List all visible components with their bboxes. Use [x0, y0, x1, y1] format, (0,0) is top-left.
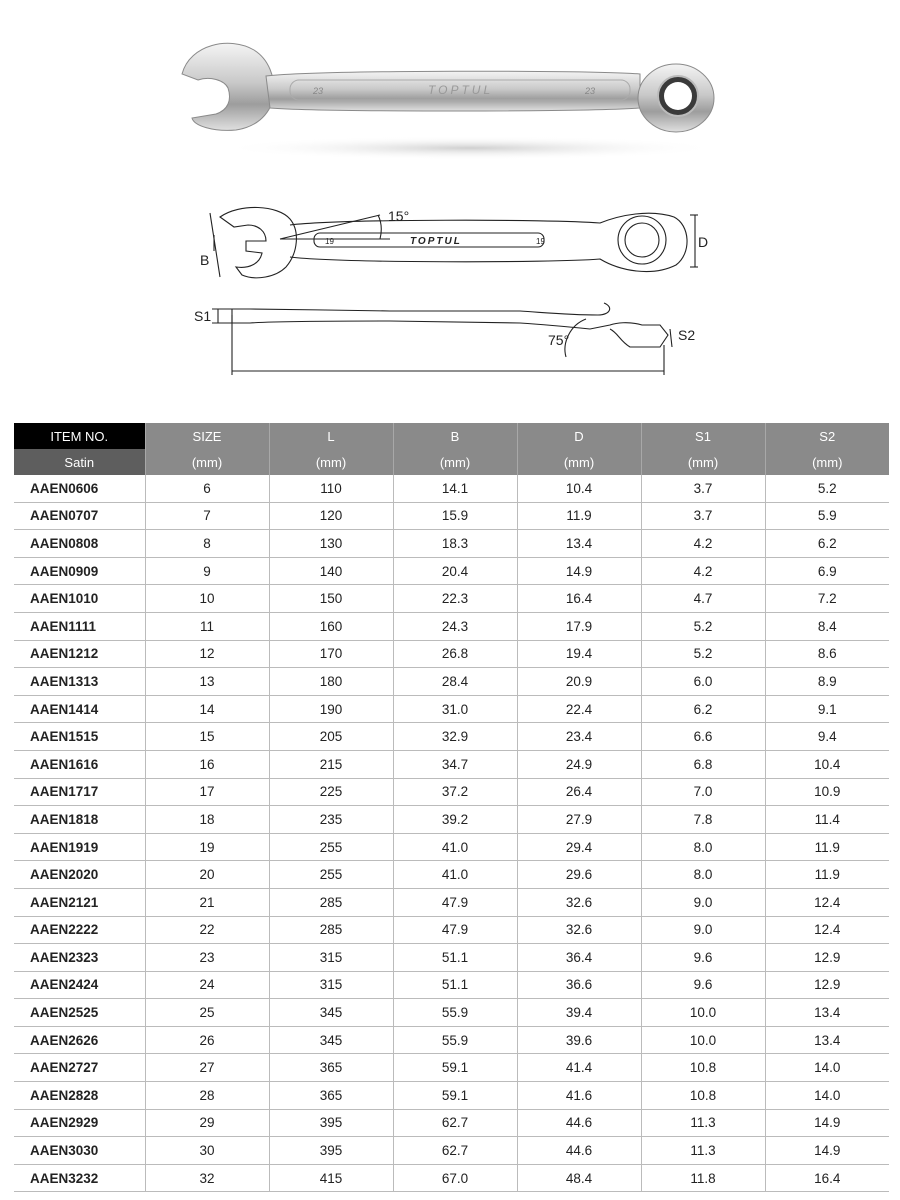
size-cell: 16	[145, 750, 269, 778]
s2-cell: 14.0	[765, 1082, 889, 1110]
header-unit: (mm)	[765, 449, 889, 475]
size-cell: 14	[145, 695, 269, 723]
header-row-1	[14, 423, 889, 449]
table-row	[14, 640, 889, 668]
table-row	[14, 612, 889, 640]
s2-cell: 14.9	[765, 1137, 889, 1165]
s1-cell: 10.0	[641, 1026, 765, 1054]
table-row	[14, 806, 889, 834]
s1-cell: 11.3	[641, 1109, 765, 1137]
header-S2: S2	[765, 423, 889, 449]
d-cell: 39.6	[517, 1026, 641, 1054]
header-B: B	[393, 423, 517, 449]
header-row-2	[14, 449, 889, 475]
table-row	[14, 475, 889, 502]
header-S1: S1	[641, 423, 765, 449]
table-row	[14, 971, 889, 999]
size-cell: 27	[145, 1054, 269, 1082]
length-cell: 150	[269, 585, 393, 613]
drawing-brand: TOPTUL	[410, 236, 462, 247]
s2-cell: 8.9	[765, 668, 889, 696]
size-cell: 18	[145, 806, 269, 834]
d-cell: 39.4	[517, 999, 641, 1027]
header-size: SIZE	[145, 423, 269, 449]
b-cell: 24.3	[393, 612, 517, 640]
d-cell: 14.9	[517, 557, 641, 585]
b-cell: 62.7	[393, 1109, 517, 1137]
d-cell: 22.4	[517, 695, 641, 723]
s1-cell: 3.7	[641, 502, 765, 530]
item-code-cell: AAEN1414	[14, 695, 145, 723]
b-cell: 20.4	[393, 557, 517, 585]
s1-cell: 6.2	[641, 695, 765, 723]
table-row	[14, 557, 889, 585]
size-cell: 25	[145, 999, 269, 1027]
s1-cell: 11.8	[641, 1164, 765, 1192]
s1-cell: 10.8	[641, 1054, 765, 1082]
length-cell: 130	[269, 530, 393, 558]
d-cell: 17.9	[517, 612, 641, 640]
table-row	[14, 750, 889, 778]
s2-cell: 11.9	[765, 861, 889, 889]
s1-cell: 4.2	[641, 557, 765, 585]
s2-cell: 9.1	[765, 695, 889, 723]
length-cell: 170	[269, 640, 393, 668]
header-finish: Satin	[14, 449, 145, 475]
dimension-S1-label: S1	[194, 308, 212, 324]
b-cell: 14.1	[393, 475, 517, 502]
item-code-cell: AAEN3232	[14, 1164, 145, 1192]
s2-cell: 13.4	[765, 1026, 889, 1054]
s1-cell: 8.0	[641, 833, 765, 861]
item-code-cell: AAEN0606	[14, 475, 145, 502]
size-cell: 29	[145, 1109, 269, 1137]
table-row	[14, 861, 889, 889]
length-cell: 110	[269, 475, 393, 502]
b-cell: 59.1	[393, 1054, 517, 1082]
s1-cell: 9.0	[641, 916, 765, 944]
photo-size-right: 23	[585, 86, 596, 96]
length-cell: 235	[269, 806, 393, 834]
s2-cell: 10.9	[765, 778, 889, 806]
b-cell: 55.9	[393, 1026, 517, 1054]
dimension-D-label: D	[698, 234, 709, 250]
b-cell: 26.8	[393, 640, 517, 668]
size-cell: 8	[145, 530, 269, 558]
dimension-B-label: B	[200, 252, 210, 268]
b-cell: 31.0	[393, 695, 517, 723]
s2-cell: 12.4	[765, 916, 889, 944]
s1-cell: 4.7	[641, 585, 765, 613]
b-cell: 67.0	[393, 1164, 517, 1192]
d-cell: 32.6	[517, 888, 641, 916]
b-cell: 47.9	[393, 888, 517, 916]
s1-cell: 9.6	[641, 944, 765, 972]
item-code-cell: AAEN0707	[14, 502, 145, 530]
drawing-size-left: 19	[325, 237, 334, 246]
table-row	[14, 1164, 889, 1192]
size-cell: 22	[145, 916, 269, 944]
length-cell: 345	[269, 999, 393, 1027]
item-code-cell: AAEN1313	[14, 668, 145, 696]
header-unit: (mm)	[517, 449, 641, 475]
length-cell: 415	[269, 1164, 393, 1192]
header-unit: (mm)	[641, 449, 765, 475]
s2-cell: 13.4	[765, 999, 889, 1027]
b-cell: 32.9	[393, 723, 517, 751]
s1-cell: 7.8	[641, 806, 765, 834]
s1-cell: 6.8	[641, 750, 765, 778]
header-unit: (mm)	[269, 449, 393, 475]
d-cell: 23.4	[517, 723, 641, 751]
length-cell: 365	[269, 1054, 393, 1082]
table-row	[14, 888, 889, 916]
item-code-cell: AAEN1010	[14, 585, 145, 613]
size-cell: 17	[145, 778, 269, 806]
s2-cell: 5.9	[765, 502, 889, 530]
size-cell: 21	[145, 888, 269, 916]
header-unit: (mm)	[145, 449, 269, 475]
b-cell: 22.3	[393, 585, 517, 613]
dimension-S2-label: S2	[678, 327, 696, 343]
d-cell: 13.4	[517, 530, 641, 558]
d-cell: 26.4	[517, 778, 641, 806]
item-code-cell: AAEN1111	[14, 612, 145, 640]
s2-cell: 12.9	[765, 944, 889, 972]
item-code-cell: AAEN1919	[14, 833, 145, 861]
item-code-cell: AAEN2929	[14, 1109, 145, 1137]
size-cell: 24	[145, 971, 269, 999]
b-cell: 55.9	[393, 999, 517, 1027]
b-cell: 41.0	[393, 833, 517, 861]
d-cell: 36.4	[517, 944, 641, 972]
d-cell: 48.4	[517, 1164, 641, 1192]
table-row	[14, 1054, 889, 1082]
size-cell: 28	[145, 1082, 269, 1110]
s2-cell: 11.4	[765, 806, 889, 834]
table-row	[14, 944, 889, 972]
b-cell: 28.4	[393, 668, 517, 696]
s2-cell: 14.9	[765, 1109, 889, 1137]
s1-cell: 4.2	[641, 530, 765, 558]
item-code-cell: AAEN1717	[14, 778, 145, 806]
b-cell: 47.9	[393, 916, 517, 944]
d-cell: 10.4	[517, 475, 641, 502]
item-code-cell: AAEN2424	[14, 971, 145, 999]
b-cell: 59.1	[393, 1082, 517, 1110]
table-row	[14, 999, 889, 1027]
item-code-cell: AAEN2222	[14, 916, 145, 944]
s2-cell: 12.9	[765, 971, 889, 999]
b-cell: 37.2	[393, 778, 517, 806]
item-code-cell: AAEN2626	[14, 1026, 145, 1054]
length-cell: 215	[269, 750, 393, 778]
table-row	[14, 1026, 889, 1054]
s2-cell: 16.4	[765, 1164, 889, 1192]
s2-cell: 5.2	[765, 475, 889, 502]
s1-cell: 5.2	[641, 640, 765, 668]
table-row	[14, 1109, 889, 1137]
table-row	[14, 916, 889, 944]
item-code-cell: AAEN0808	[14, 530, 145, 558]
size-cell: 7	[145, 502, 269, 530]
item-code-cell: AAEN2323	[14, 944, 145, 972]
table-row	[14, 502, 889, 530]
length-cell: 345	[269, 1026, 393, 1054]
s1-cell: 11.3	[641, 1137, 765, 1165]
spec-table	[14, 423, 889, 1192]
size-cell: 11	[145, 612, 269, 640]
s2-cell: 8.4	[765, 612, 889, 640]
angle-15-label: 15°	[388, 208, 410, 224]
length-cell: 255	[269, 833, 393, 861]
header-D: D	[517, 423, 641, 449]
d-cell: 36.6	[517, 971, 641, 999]
wrench-photo	[170, 30, 730, 165]
d-cell: 32.6	[517, 916, 641, 944]
d-cell: 16.4	[517, 585, 641, 613]
wrench-dimension-drawing	[190, 195, 710, 385]
b-cell: 51.1	[393, 944, 517, 972]
item-code-cell: AAEN2727	[14, 1054, 145, 1082]
b-cell: 18.3	[393, 530, 517, 558]
length-cell: 160	[269, 612, 393, 640]
item-code-cell: AAEN1616	[14, 750, 145, 778]
d-cell: 27.9	[517, 806, 641, 834]
d-cell: 44.6	[517, 1109, 641, 1137]
table-row	[14, 1082, 889, 1110]
header-L: L	[269, 423, 393, 449]
item-code-cell: AAEN2525	[14, 999, 145, 1027]
table-row	[14, 1137, 889, 1165]
d-cell: 41.4	[517, 1054, 641, 1082]
d-cell: 20.9	[517, 668, 641, 696]
length-cell: 395	[269, 1137, 393, 1165]
photo-brand: TOPTUL	[428, 83, 494, 97]
size-cell: 10	[145, 585, 269, 613]
item-code-cell: AAEN1515	[14, 723, 145, 751]
length-cell: 140	[269, 557, 393, 585]
table-row	[14, 833, 889, 861]
angle-75-label: 75°	[548, 332, 570, 348]
length-cell: 190	[269, 695, 393, 723]
s2-cell: 7.2	[765, 585, 889, 613]
size-cell: 19	[145, 833, 269, 861]
length-cell: 205	[269, 723, 393, 751]
table-row	[14, 695, 889, 723]
drawing-size-right: 19	[536, 237, 545, 246]
length-cell: 180	[269, 668, 393, 696]
s1-cell: 6.6	[641, 723, 765, 751]
s1-cell: 9.0	[641, 888, 765, 916]
size-cell: 6	[145, 475, 269, 502]
size-cell: 26	[145, 1026, 269, 1054]
s2-cell: 6.2	[765, 530, 889, 558]
s2-cell: 14.0	[765, 1054, 889, 1082]
size-cell: 12	[145, 640, 269, 668]
photo-size-left: 23	[313, 86, 324, 96]
s1-cell: 9.6	[641, 971, 765, 999]
length-cell: 255	[269, 861, 393, 889]
length-cell: 285	[269, 888, 393, 916]
s2-cell: 11.9	[765, 833, 889, 861]
size-cell: 30	[145, 1137, 269, 1165]
d-cell: 29.6	[517, 861, 641, 889]
header-unit: (mm)	[393, 449, 517, 475]
b-cell: 39.2	[393, 806, 517, 834]
s2-cell: 6.9	[765, 557, 889, 585]
item-code-cell: AAEN2121	[14, 888, 145, 916]
s1-cell: 5.2	[641, 612, 765, 640]
table-row	[14, 585, 889, 613]
b-cell: 15.9	[393, 502, 517, 530]
table-row	[14, 668, 889, 696]
s2-cell: 8.6	[765, 640, 889, 668]
table-row	[14, 723, 889, 751]
spec-table-body	[14, 475, 889, 1192]
d-cell: 24.9	[517, 750, 641, 778]
table-row	[14, 530, 889, 558]
b-cell: 51.1	[393, 971, 517, 999]
item-code-cell: AAEN3030	[14, 1137, 145, 1165]
s2-cell: 10.4	[765, 750, 889, 778]
b-cell: 41.0	[393, 861, 517, 889]
s2-cell: 9.4	[765, 723, 889, 751]
header-item-no: ITEM NO.	[14, 423, 145, 449]
length-cell: 315	[269, 944, 393, 972]
length-cell: 120	[269, 502, 393, 530]
s2-cell: 12.4	[765, 888, 889, 916]
s1-cell: 3.7	[641, 475, 765, 502]
size-cell: 9	[145, 557, 269, 585]
item-code-cell: AAEN1212	[14, 640, 145, 668]
item-code-cell: AAEN0909	[14, 557, 145, 585]
d-cell: 44.6	[517, 1137, 641, 1165]
length-cell: 315	[269, 971, 393, 999]
size-cell: 15	[145, 723, 269, 751]
s1-cell: 10.8	[641, 1082, 765, 1110]
length-cell: 225	[269, 778, 393, 806]
s1-cell: 7.0	[641, 778, 765, 806]
d-cell: 41.6	[517, 1082, 641, 1110]
size-cell: 32	[145, 1164, 269, 1192]
length-cell: 365	[269, 1082, 393, 1110]
s1-cell: 10.0	[641, 999, 765, 1027]
size-cell: 20	[145, 861, 269, 889]
size-cell: 23	[145, 944, 269, 972]
length-cell: 285	[269, 916, 393, 944]
b-cell: 62.7	[393, 1137, 517, 1165]
size-cell: 13	[145, 668, 269, 696]
item-code-cell: AAEN2828	[14, 1082, 145, 1110]
b-cell: 34.7	[393, 750, 517, 778]
length-cell: 395	[269, 1109, 393, 1137]
s1-cell: 8.0	[641, 861, 765, 889]
item-code-cell: AAEN1818	[14, 806, 145, 834]
d-cell: 19.4	[517, 640, 641, 668]
item-code-cell: AAEN2020	[14, 861, 145, 889]
s1-cell: 6.0	[641, 668, 765, 696]
d-cell: 29.4	[517, 833, 641, 861]
d-cell: 11.9	[517, 502, 641, 530]
table-row	[14, 778, 889, 806]
